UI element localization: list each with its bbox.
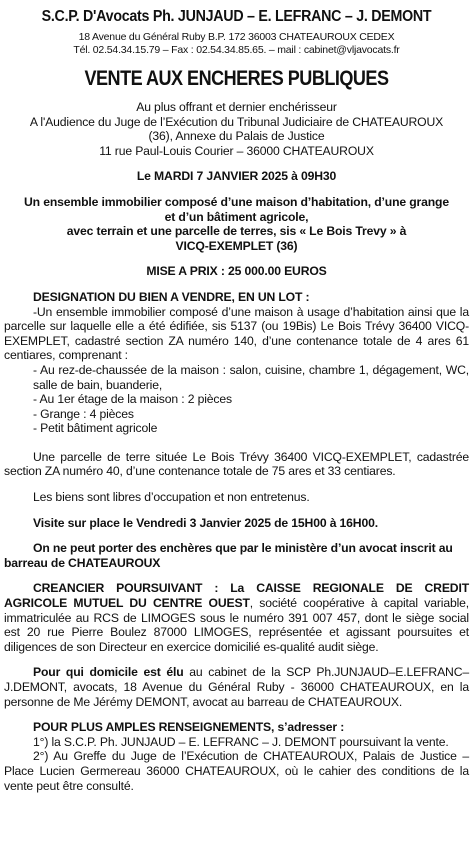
summary-line-4: VICQ-EXEMPLET (36) [175,238,298,253]
firm-name: S.C.P. D'Avocats Ph. JUNJAUD – E. LEFRANC – J. DEMONT [41,8,432,25]
summary-line-3: avec terrain et une parcelle de terres, sis « Le Bois Trevy » à [66,224,407,239]
designation-heading: DESIGNATION DU BIEN A VENDRE, EN UN LOT : [33,289,310,304]
notice-title: VENTE AUX ENCHERES PUBLIQUES [84,67,389,90]
designation-item: - Au rez-de-chaussée de la maison : salon, cuisine, chambre 1, dégagement, WC, salle de bain, buanderie, [33,362,469,392]
reserve-price: MISE A PRIX : 25 000.00 EUROS [146,264,327,279]
domicile-label: Pour qui domicile est élu [33,665,184,680]
summary-line-1: Un ensemble immobilier composé d’une maison d’habitation, d’une grange [24,194,449,209]
intro-line-1: Au plus offrant et dernier enchérisseur [136,100,337,114]
intro-line-2: A l'Audience du Juge de l’Exécution du Tribunal Judiciaire de CHATEAUROUX [29,114,444,129]
creditor-text: , société coopérative à capital variable, immatriculée au RCS de LIMOGES sous le numéro 391 007 457, dont le siège social est 20 rue Pierre Boulez 87000 LIMOGES, représentée et agissant poursuites et diligences de son Directeur en exercice domicilié es-qualité audit siège. [4,596,469,654]
intro-line-3: (36), Annexe du Palais de Justice [148,129,325,144]
sale-date: Le MARDI 7 JANVIER 2025 à 09H30 [136,169,337,184]
info-heading: POUR PLUS AMPLES RENSEIGNEMENTS, s’adresser : [33,720,345,735]
domicile-paragraph [4,665,469,709]
summary-line-2: et d’un bâtiment agricole, [164,209,309,224]
designation-text: -Un ensemble immobilier composé d’une maison à usage d’habitation ainsi que la parcelle sur laquelle elle a été édifiée, sis 5137 (ou 19Bis) Le Bois Trévy 36400 VICQ-EXEMPLET, cadastré section ZA numéro 140, d’une contenance totale de 4 ares 61 centiares, comprenant : [4,304,469,363]
info-item-1: 1°) la S.C.P. Ph. JUNJAUD – E. LEFRANC – J. DEMONT poursuivant la vente. [33,734,449,749]
creditor-label: CREANCIER POURSUIVANT : La CAISSE REGIONALE DE CREDIT AGRICOLE MUTUEL DU CENTRE OUEST [4,581,469,611]
creditor-paragraph [4,581,469,654]
lawyer-requirement: On ne peut porter des enchères que par le ministère d’un avocat inscrit au barreau de CHATEAUROUX [4,541,453,570]
firm-contact: Tél. 02.54.34.15.79 – Fax : 02.54.34.85.65. – mail : cabinet@vljavocats.fr [73,43,400,56]
occupation-status: Les biens sont libres d’occupation et non entretenus. [33,490,310,505]
firm-address: 18 Avenue du Général Ruby B.P. 172 36003 CHATEAUROUX CEDEX [78,31,395,43]
domicile-text: au cabinet de la SCP Ph.JUNJAUD–E.LEFRANC–J.DEMONT, avocats, 18 Avenue du Général Ruby - 36000 CHATEAUROUX, en la personne de Me Jérémy DEMONT, avocat au barreau de CHATEAUROUX. [4,665,469,709]
parcel-description: Une parcelle de terre située Le Bois Trévy 36400 VICQ-EXEMPLET, cadastrée section ZA numéro 40, d’une contenance totale de 75 ares et 33 centiares. [4,449,469,479]
designation-item: - Au 1er étage de la maison : 2 pièces [33,392,232,407]
designation-item: - Grange : 4 pièces [33,406,134,421]
designation-item: - Petit bâtiment agricole [33,421,158,436]
visit-info: Visite sur place le Vendredi 3 Janvier 2025 de 15H00 à 16H00. [33,515,378,530]
info-item-2: 2°) Au Greffe du Juge de l’Exécution de CHATEAUROUX, Palais de Justice – Place Lucien Germereau 36000 CHATEAUROUX, où le cahier des conditions de la vente peut être consulté. [4,749,469,793]
intro-line-4: 11 rue Paul-Louis Courier – 36000 CHATEAUROUX [99,143,374,158]
